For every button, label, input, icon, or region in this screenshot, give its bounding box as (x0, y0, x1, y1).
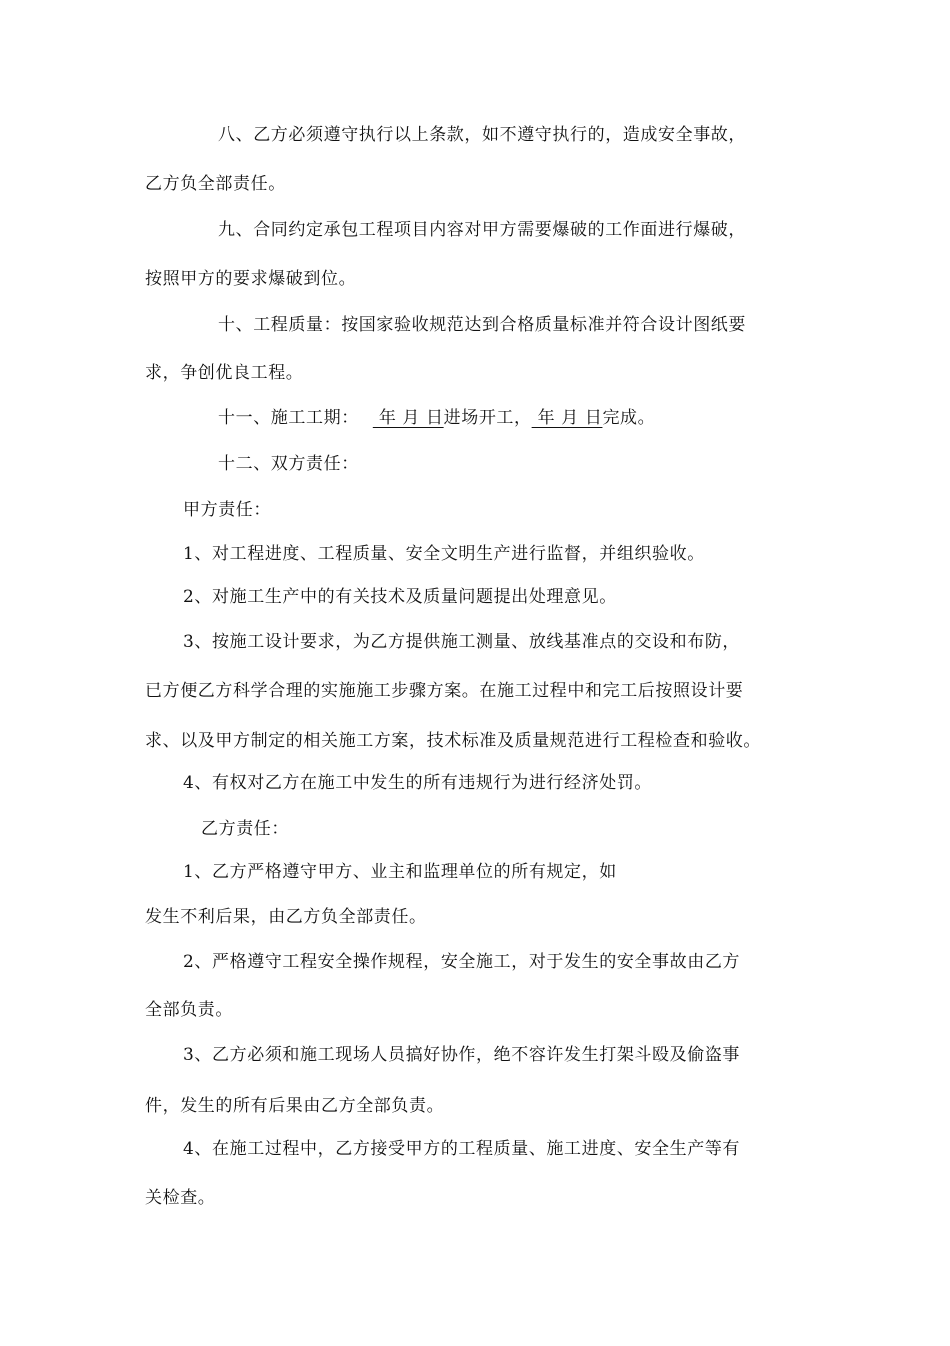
end-date-blank: 年 月 日 (531, 408, 603, 428)
party-b-item-1-line-2: 发生不利后果，由乙方负全部责任。 (145, 907, 427, 927)
party-b-item-2-line-2: 全部负责。 (145, 1000, 233, 1020)
clause-9-line-1: 九、合同约定承包工程项目内容对甲方需要爆破的工作面进行爆破， (218, 220, 746, 240)
party-a-item-2: 2、对施工生产中的有关技术及质量问题提出处理意见。 (183, 587, 617, 607)
party-b-item-4-line-2: 关检查。 (145, 1188, 216, 1208)
schedule-label: 十一、施工工期： (218, 408, 359, 428)
party-a-item-1: 1、对工程进度、工程质量、安全文明生产进行监督，并组织验收。 (183, 544, 705, 564)
party-b-heading: 乙方责任： (201, 819, 289, 839)
clause-8-line-2: 乙方负全部责任。 (145, 174, 286, 194)
clause-12-heading: 十二、双方责任： (218, 454, 359, 474)
party-b-item-2-line-1: 2、严格遵守工程安全操作规程，安全施工，对于发生的安全事故由乙方 (183, 952, 741, 972)
party-a-heading: 甲方责任： (183, 500, 271, 520)
clause-11-schedule (0, 406, 950, 430)
party-b-item-1-line-1: 1、乙方严格遵守甲方、业主和监理单位的所有规定，如 (183, 862, 617, 882)
party-a-item-4: 4、有权对乙方在施工中发生的所有违规行为进行经济处罚。 (183, 773, 653, 793)
party-b-item-3-line-2: 件，发生的所有后果由乙方全部负责。 (145, 1096, 445, 1116)
clause-9-line-2: 按照甲方的要求爆破到位。 (145, 269, 357, 289)
clause-10-line-2: 求，争创优良工程。 (145, 363, 304, 383)
party-a-item-3-line-3: 求、以及甲方制定的相关施工方案，技术标准及质量规范进行工程检查和验收。 (145, 731, 761, 751)
party-a-item-3-line-2: 已方便乙方科学合理的实施施工步骤方案。在施工过程中和完工后按照设计要 (145, 681, 744, 701)
end-text: 完成。 (602, 408, 656, 428)
start-date-blank: 年 月 日 (372, 408, 444, 428)
party-a-item-3-line-1: 3、按施工设计要求，为乙方提供施工测量、放线基准点的交设和布防， (183, 632, 741, 652)
start-text: 进场开工， (443, 408, 532, 428)
party-b-item-3-line-1: 3、乙方必须和施工现场人员搞好协作，绝不容许发生打架斗殴及偷盗事 (183, 1045, 741, 1065)
clause-10-line-1: 十、工程质量：按国家验收规范达到合格质量标准并符合设计图纸要 (218, 315, 746, 335)
clause-8-line-1: 八、乙方必须遵守执行以上条款，如不遵守执行的，造成安全事故， (218, 125, 746, 145)
party-b-item-4-line-1: 4、在施工过程中，乙方接受甲方的工程质量、施工进度、安全生产等有 (183, 1139, 741, 1159)
